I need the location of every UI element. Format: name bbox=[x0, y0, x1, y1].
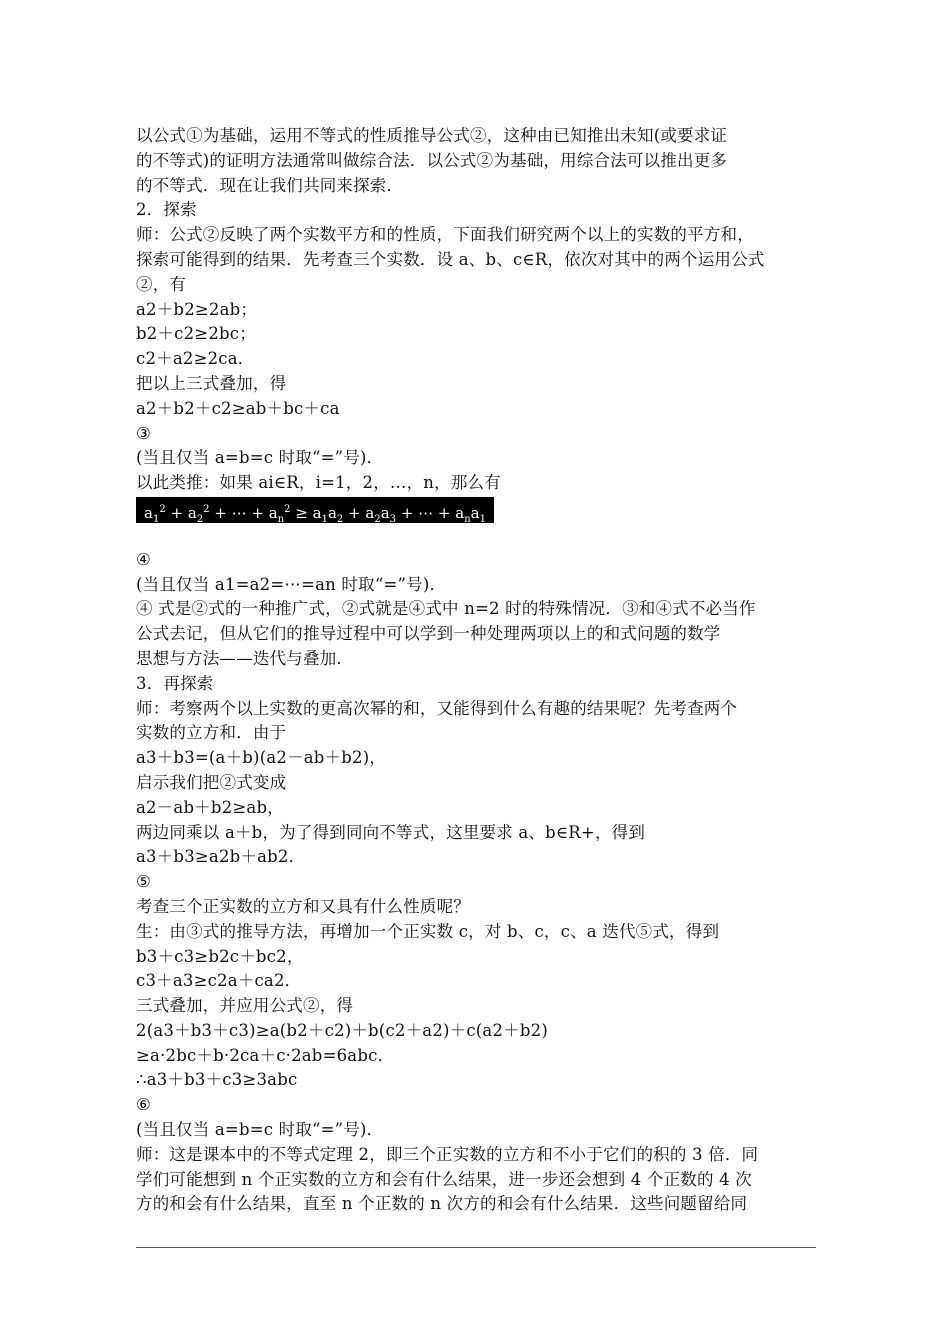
section-heading: 2．探索 bbox=[136, 200, 197, 220]
text-line: 探索可能得到的结果．先考查三个实数．设 a、b、c∈R，依次对其中的两个运用公式 bbox=[136, 249, 765, 269]
text-line: (当且仅当 a=b=c 时取“=”号)． bbox=[136, 1120, 384, 1140]
formula-image: $a_1^2 + a_2^2$ + ⋯ + $a_n^2 \ge a_1a_2 + a_2a_3$ + ⋯ + $a_na_1$ bbox=[136, 497, 494, 523]
formula-line: 2(a3＋b3＋c3)≥a(b2＋c2)＋b(c2＋a2)＋c(a2＋b2) bbox=[136, 1020, 548, 1040]
text-line: 学们可能想到 n 个正实数的立方和会有什么结果，进一步还会想到 4 个正数的 4 次 bbox=[136, 1169, 752, 1189]
formula-line: a3＋b3≥a2b＋ab2． bbox=[136, 847, 306, 867]
text-line: 师：公式②反映了两个实数平方和的性质，下面我们研究两个以上的实数的平方和， bbox=[136, 225, 754, 245]
text-line: 生：由③式的推导方法，再增加一个正实数 c，对 b、c，c、a 迭代⑤式，得到 bbox=[136, 921, 720, 941]
text-line: (当且仅当 a1=a2=⋯=an 时取“=”号)． bbox=[136, 574, 447, 594]
formula-line: c2＋a2≥2ca． bbox=[136, 349, 255, 369]
equation-number: ⑥ bbox=[136, 1095, 151, 1115]
text-line: 师：考察两个以上实数的更高次幂的和，又能得到什么有趣的结果呢？先考查两个 bbox=[136, 698, 738, 718]
equation-number: ⑤ bbox=[136, 872, 151, 892]
text-line: 的不等式)的证明方法通常叫做综合法．以公式②为基础，用综合法可以推出更多 bbox=[136, 150, 728, 170]
text-line: 启示我们把②式变成 bbox=[136, 772, 287, 792]
formula-line: ∴a3＋b3＋c3≥3abc bbox=[136, 1070, 298, 1090]
blank-line bbox=[136, 523, 820, 548]
text-line: ②，有 bbox=[136, 274, 187, 294]
text-line: 公式去记，但从它们的推导过程中可以学到一种处理两项以上的和式问题的数学 bbox=[136, 624, 721, 644]
text-line: 以此类推：如果 ai∈R，i=1，2，…，n，那么有 bbox=[136, 473, 501, 493]
text-line: 三式叠加，并应用公式②，得 bbox=[136, 996, 354, 1016]
text-line: 实数的立方和．由于 bbox=[136, 723, 287, 743]
equation-number: ④ bbox=[136, 549, 151, 569]
formula-line: c3＋a3≥c2a＋ca2． bbox=[136, 971, 302, 991]
text-line: 把以上三式叠加，得 bbox=[136, 373, 287, 393]
section-heading: 3．再探索 bbox=[136, 673, 214, 693]
equation-number: ③ bbox=[136, 423, 151, 443]
formula-line: a2－ab＋b2≥ab， bbox=[136, 797, 284, 817]
formula-line: a2＋b2≥2ab； bbox=[136, 299, 258, 319]
text-line: 思想与方法——迭代与叠加． bbox=[136, 648, 354, 668]
text-line: 方的和会有什么结果，直至 n 个正数的 n 次方的和会有什么结果．这些问题留给同 bbox=[136, 1194, 748, 1214]
document-body bbox=[136, 124, 820, 1217]
footer-divider bbox=[136, 1247, 816, 1248]
text-line: 以公式①为基础，运用不等式的性质推导公式②，这种由已知推出未知(或要求证 bbox=[136, 126, 728, 145]
formula-line: a3＋b3=(a＋b)(a2－ab＋b2)， bbox=[136, 748, 387, 768]
text-line: (当且仅当 a=b=c 时取“=”号)． bbox=[136, 448, 384, 468]
text-line: 两边同乘以 a＋b，为了得到同向不等式，这里要求 a、b∈R+，得到 bbox=[136, 822, 646, 842]
text-line: 师：这是课本中的不等式定理 2，即三个正实数的立方和不小于它们的积的 3 倍．同 bbox=[136, 1144, 759, 1164]
formula-line: a2＋b2＋c2≥ab＋bc＋ca bbox=[136, 398, 340, 418]
text-line: ④ 式是②式的一种推广式，②式就是④式中 n=2 时的特殊情况．③和④式不必当作 bbox=[136, 599, 756, 619]
formula-line: b2＋c2≥2bc； bbox=[136, 324, 256, 344]
text-line: 的不等式．现在让我们共同来探索． bbox=[136, 175, 404, 195]
formula-line: b3＋c3≥b2c＋bc2， bbox=[136, 946, 304, 966]
formula-line: ≥a·2bc＋b·2ca＋c·2ab=6abc． bbox=[136, 1045, 395, 1065]
text-line: 考查三个正实数的立方和又具有什么性质呢？ bbox=[136, 896, 470, 916]
